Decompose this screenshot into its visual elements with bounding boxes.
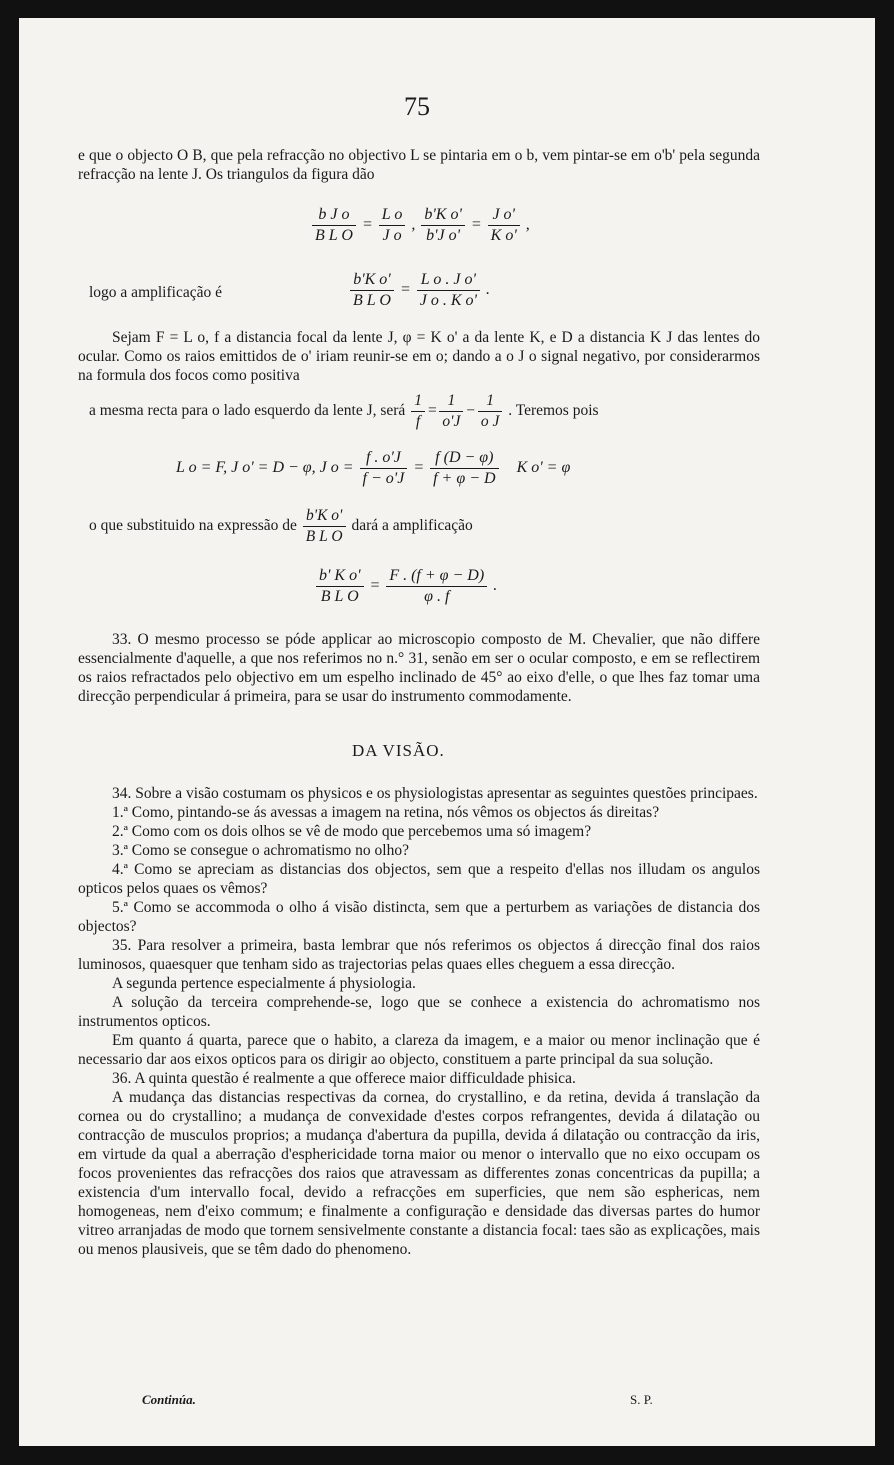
fraction: $\frac{1}{\text{o J}}$ [478,391,503,432]
para-35d-text: Em quanto á quarta, parece que o habito, a clareza da imagem, e a maior ou menor inclinação que é necessario dar aos eixos opticos para os dirigir ao objecto, constituem a parte principal da sua solução. [78,1032,760,1068]
para-36-text: 36. A quinta questão é realmente a que offerece maior difficuldade phisica. [112,1070,576,1087]
page-number: 75 [404,92,430,121]
equation-final: $\frac{\text{b' K o'}}{\text{B L O}}$ = $\frac{F . (f + \varphi - D)}{\varphi . f}$ . [314,566,497,607]
para-33-text: 33. O mesmo processo se póde applicar ao microscopio composto de M. Chevalier, que não differe essencialmente d'aquelle, a que nos referimos no n.° 31, senão em ser o ocular composto, e em se reflectirem os raios refractados pelo objectivo em um espelho inclinado de 45° ao eixo d'elle, o que lhes faz tomar uma direcção perpendicular á primeira, para se usar do instrumento commodamente. [78,631,760,705]
fraction: $\frac{\text{L o . J o'}}{\text{J o . K o'}}$ [417,270,480,311]
section-body [78,784,760,1259]
fraction: $\frac{\text{b'K o'}}{\text{B L O}}$ [303,506,346,547]
intro-paragraph [78,146,760,184]
fraction: $\frac{\text{L o}}{\text{J o}}$ [379,205,406,246]
question-4: 4.ª Como se apreciam as distancias dos objectos, sem que a respeito d'ellas nos illudam os angulos opticos pelos quaes os vêmos? [78,861,760,897]
question-1: 1.ª Como, pintando-se ás avessas a imagem na retina, nós vêmos os objectos ás direitas? [112,804,660,821]
substitution-line: o que substituido na expressão de $\frac{\text{b'K o'}}{\text{B L O}}$ dará a amplificação [89,507,473,545]
equation-amplification: $\frac{\text{b'K o'}}{\text{B L O}}$ = $\frac{\text{L o . J o'}}{\text{J o . K o'}}$ . [348,270,490,311]
question-2: 2.ª Como com os dois olhos se vê de modo que percebemos uma só imagem? [112,823,592,840]
amplification-label: logo a amplificação é [89,284,222,301]
paragraph-33 [78,630,760,706]
intro-text: e que o objecto O B, que pela refracção no objectivo L se pintaria em o b, vem pintar-se em o'b' pela segunda refracção na lente J. Os triangulos da figura dão [78,147,760,183]
sejam-text: Sejam F = L o, f a distancia focal da lente J, φ = K o' a da lente K, e D a distancia K J das lentes do ocular. Como os raios emittidos de o' iriam reunir-se em o; dando a o J o signal negativo, por considerarmos na formula dos focos como positiva [78,329,760,384]
para-35b-text: A segunda pertence especialmente á physiologia. [112,975,416,992]
fraction: $\frac{\text{b'K o'}}{\text{b'J o'}}$ [421,205,465,246]
fraction: $\frac{\text{b J o}}{\text{B L O}}$ [312,205,356,246]
para-34-text: 34. Sobre a visão costumam os physicos e os physiologistas apresentar as seguintes questões principaes. [112,785,758,802]
fraction: $\frac{f . o'J}{f - o'J}$ [360,448,408,489]
para-35c-text: A solução da terceira comprehende-se, logo que se conhece a existencia do achromatismo nos instrumentos opticos. [78,994,760,1030]
section-heading: DA VISÃO. [352,741,445,760]
fraction: $\frac{f (D - \varphi)}{f + \varphi - D}$ [430,448,498,489]
fraction: $\frac{1}{o'J}$ [439,391,463,432]
fraction: $\frac{\text{J o'}}{\text{K o'}}$ [488,205,520,246]
equation-values: L o = F, J o' = D − φ, J o = $\frac{f . o'J}{f - o'J}$ = $\frac{f (D - \varphi)}{f + \varphi - D}$ K o' = φ [176,449,571,487]
question-5: 5.ª Como se accommoda o olho á visão distincta, sem que a perturbem as variações de distancia dos objectos? [78,899,760,935]
para-36b-text: A mudança das distancias respectivas da cornea, do crystallino, e da retina, devida á translação da cornea ou do crystallino; a mudança de convexidade d'estes corpos refrangentes, devida á dilatação ou contracção de musculos proprios; a mudança d'abertura da pupilla, devida á dilatação ou contracção da iris, em virtude da qual a aberração d'esphericidade torna maior ou menor o intervallo que no eixo occupam os focos provenientes das refracções dos raios que atravessam as differentes zonas concentricas da pupilla; a existencia d'um intervallo focal, devido a refracções em superficies, que nem são esphericas, nem homogeneas, nem d'eixo commum; e finalmente a configuração e densidade das diversas partes do humor vitreo arranjadas de modo que tornem sensivelmente constante a distancia focal: taes são as explicações, mais ou menos plausiveis, que se têm dado do phenomeno. [78,1089,760,1258]
paragraph-sejam [78,328,760,385]
fraction: $\frac{\text{b'K o'}}{\text{B L O}}$ [350,270,394,311]
continua-note: Continúa. [142,1392,196,1407]
author-initials: S. P. [630,1392,653,1407]
question-3: 3.ª Como se consegue o achromatismo no olho? [112,842,409,859]
para-35-text: 35. Para resolver a primeira, basta lembrar que nós referimos os objectos á direcção final dos raios luminosos, quaesquer que tenham sido as trajectorias pelas quaes elles cheguem a essa direcção. [78,937,760,973]
teremos-text: . Teremos pois [508,402,599,420]
focus-line: a mesma recta para o lado esquerdo da lente J, será $\frac{1}{f}$ = $\frac{1}{o'J}$ − $\frac{1}{\text{o J}}$ . Teremos pois [89,392,599,430]
fraction: $\frac{1}{f}$ [411,391,425,432]
fraction: $\frac{F . (f + \varphi - D)}{\varphi . f}$ [386,566,487,607]
equation-triangles: $\frac{\text{b J o}}{\text{B L O}}$ = $\frac{\text{L o}}{\text{J o}}$ , $\frac{\text{b'K o'}}{\text{b'J o'}}$ = $\frac{\text{J o'}}{\text{K o'}}$ , [310,205,530,246]
fraction: $\frac{\text{b' K o'}}{\text{B L O}}$ [316,566,364,607]
focus-text: a mesma recta para o lado esquerdo da lente J, será [89,402,406,420]
